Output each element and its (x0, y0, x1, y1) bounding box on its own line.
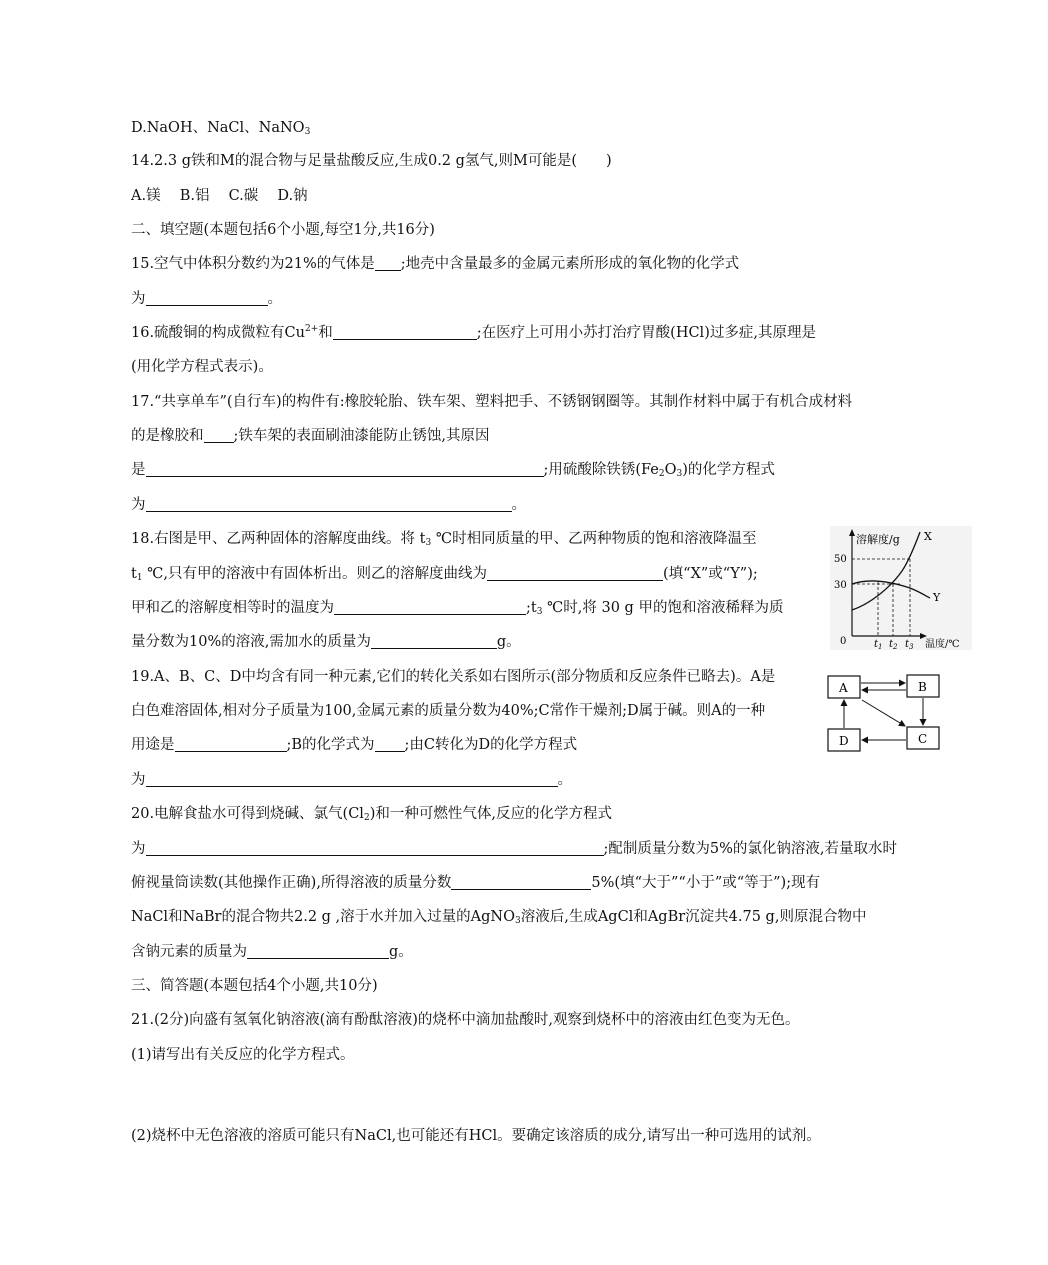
node-c-label: C (918, 732, 928, 746)
option-d-line: D.NaOH、NaCl、NaNO$_3$ (131, 120, 311, 137)
x-axis-label: 温度/℃ (925, 639, 960, 650)
y-tick-50: 50 (834, 554, 847, 565)
question-14-options: A.镁 B.铝 C.碳 D.钠 (131, 188, 308, 204)
answer-blank[interactable] (247, 943, 389, 959)
question-19-cont-1: 白色难溶固体,相对分子质量为100,金属元素的质量分数为40%;C常作干燥剂;D属于碱。则A的一种 (131, 703, 766, 719)
question-15-cont: 为 。 (131, 291, 282, 307)
answer-blank[interactable] (146, 461, 544, 477)
answer-blank[interactable] (334, 599, 526, 615)
answer-blank[interactable] (175, 736, 287, 752)
y-tick-30: 30 (834, 580, 847, 591)
answer-blank[interactable] (146, 840, 604, 856)
answer-blank[interactable] (451, 874, 591, 890)
question-18-cont-2: 甲和乙的溶解度相等时的温度为 $;t_3$ ℃时,将 30 g 甲的饱和溶液稀释为质 (131, 600, 784, 617)
question-14: 14.2.3 g铁和M的混合物与足量盐酸反应,生成0.2 g氢气,则M可能是( ) (131, 153, 612, 169)
question-19: 19.A、B、C、D中均含有同一种元素,它们的转化关系如右图所示(部分物质和反应条件已略去)。A是 (131, 669, 776, 685)
node-a-label: A (839, 681, 848, 695)
question-20-cont-2: 俯视量筒读数(其他操作正确),所得溶液的质量分数 5%(填“大于”“小于”或“等于”);现有 (131, 875, 821, 891)
y-axis-label: 溶解度/g (856, 533, 900, 546)
question-16-cont: (用化学方程式表示)。 (131, 359, 273, 375)
section-2-heading: 二、填空题(本题包括6个小题,每空1分,共16分) (131, 222, 435, 238)
x-tick-t3: $t_3$ (905, 639, 914, 650)
question-20-cont-1: 为 ;配制质量分数为5%的氯化钠溶液,若量取水时 (131, 841, 897, 857)
curve-x-label: X (924, 530, 932, 543)
question-18: 18.右图是甲、乙两种固体的溶解度曲线。将 $t_3$ ℃时相同质量的甲、乙两种物质的饱和溶液降温至 (131, 531, 757, 548)
question-19-cont-2: 用途是 ;B的化学式为 ;由C转化为D的化学方程式 (131, 737, 578, 753)
question-17: 17.“共享单车”(自行车)的构件有:橡胶轮胎、铁车架、塑料把手、不锈钢钢圈等。其制作材料中属于有机合成材料 (131, 394, 853, 410)
question-19-cont-3: 为 。 (131, 772, 572, 788)
answer-blank[interactable] (146, 496, 512, 512)
question-17-cont-2: 是 ;用硫酸除铁锈$(Fe_2O_3)$的化学方程式 (131, 462, 775, 479)
question-21-part-2: (2)烧杯中无色溶液的溶质可能只有NaCl,也可能还有HCl。要确定该溶质的成分,请写出一种可选用的试剂。 (131, 1128, 821, 1144)
node-b-label: B (918, 680, 927, 694)
question-18-cont-1: $t_1$ ℃,只有甲的溶液中有固体析出。则乙的溶解度曲线为 (填“X”或“Y”); (131, 566, 758, 583)
section-3-heading: 三、简答题(本题包括4个小题,共10分) (131, 978, 378, 994)
answer-blank[interactable] (146, 771, 558, 787)
answer-blank[interactable] (204, 427, 234, 443)
question-17-cont-1: 的是橡胶和 ;铁车架的表面刷油漆能防止锈蚀,其原因 (131, 428, 490, 444)
arrow-a-to-c (862, 700, 905, 726)
question-17-cont-3: 为 。 (131, 497, 526, 513)
question-15: 15.空气中体积分数约为21%的气体是 ;地壳中含量最多的金属元素所形成的氧化物的化学式 (131, 256, 740, 272)
x-tick-t2: $t_2$ (889, 639, 898, 650)
answer-blank[interactable] (333, 324, 477, 340)
answer-blank[interactable] (375, 736, 405, 752)
question-21-part-1: (1)请写出有关反应的化学方程式。 (131, 1047, 355, 1063)
curve-y-label: Y (933, 591, 941, 604)
question-20-cont-4: 含钠元素的质量为 g。 (131, 944, 413, 960)
node-d-label: D (839, 734, 849, 748)
answer-blank[interactable] (146, 290, 268, 306)
question-18-cont-3: 量分数为10%的溶液,需加水的质量为 g。 (131, 634, 521, 650)
solubility-chart (830, 526, 972, 650)
origin-label: 0 (840, 636, 847, 647)
answer-blank[interactable] (487, 565, 663, 581)
flow-diagram (826, 670, 942, 756)
question-16: 16.硫酸铜的构成微粒有$Cu^{2+}$和 ;在医疗上可用小苏打治疗胃酸(HCl)过多症,其原理是 (131, 324, 816, 341)
question-21: 21.(2分)向盛有氢氧化钠溶液(滴有酚酞溶液)的烧杯中滴加盐酸时,观察到烧杯中的溶液由红色变为无色。 (131, 1012, 800, 1028)
question-20: 20.电解食盐水可得到烧碱、氯气$(Cl_2)$和一种可燃性气体,反应的化学方程式 (131, 806, 612, 823)
answer-blank[interactable] (375, 255, 401, 271)
x-tick-t1: $t_1$ (874, 639, 883, 650)
answer-blank[interactable] (371, 633, 497, 649)
question-20-cont-3: NaCl和NaBr的混合物共2.2 g ,溶于水并加入过量的AgNO$_3$溶液后,生成AgCl和AgBr沉淀共4.75 g,则原混合物中 (131, 909, 867, 926)
